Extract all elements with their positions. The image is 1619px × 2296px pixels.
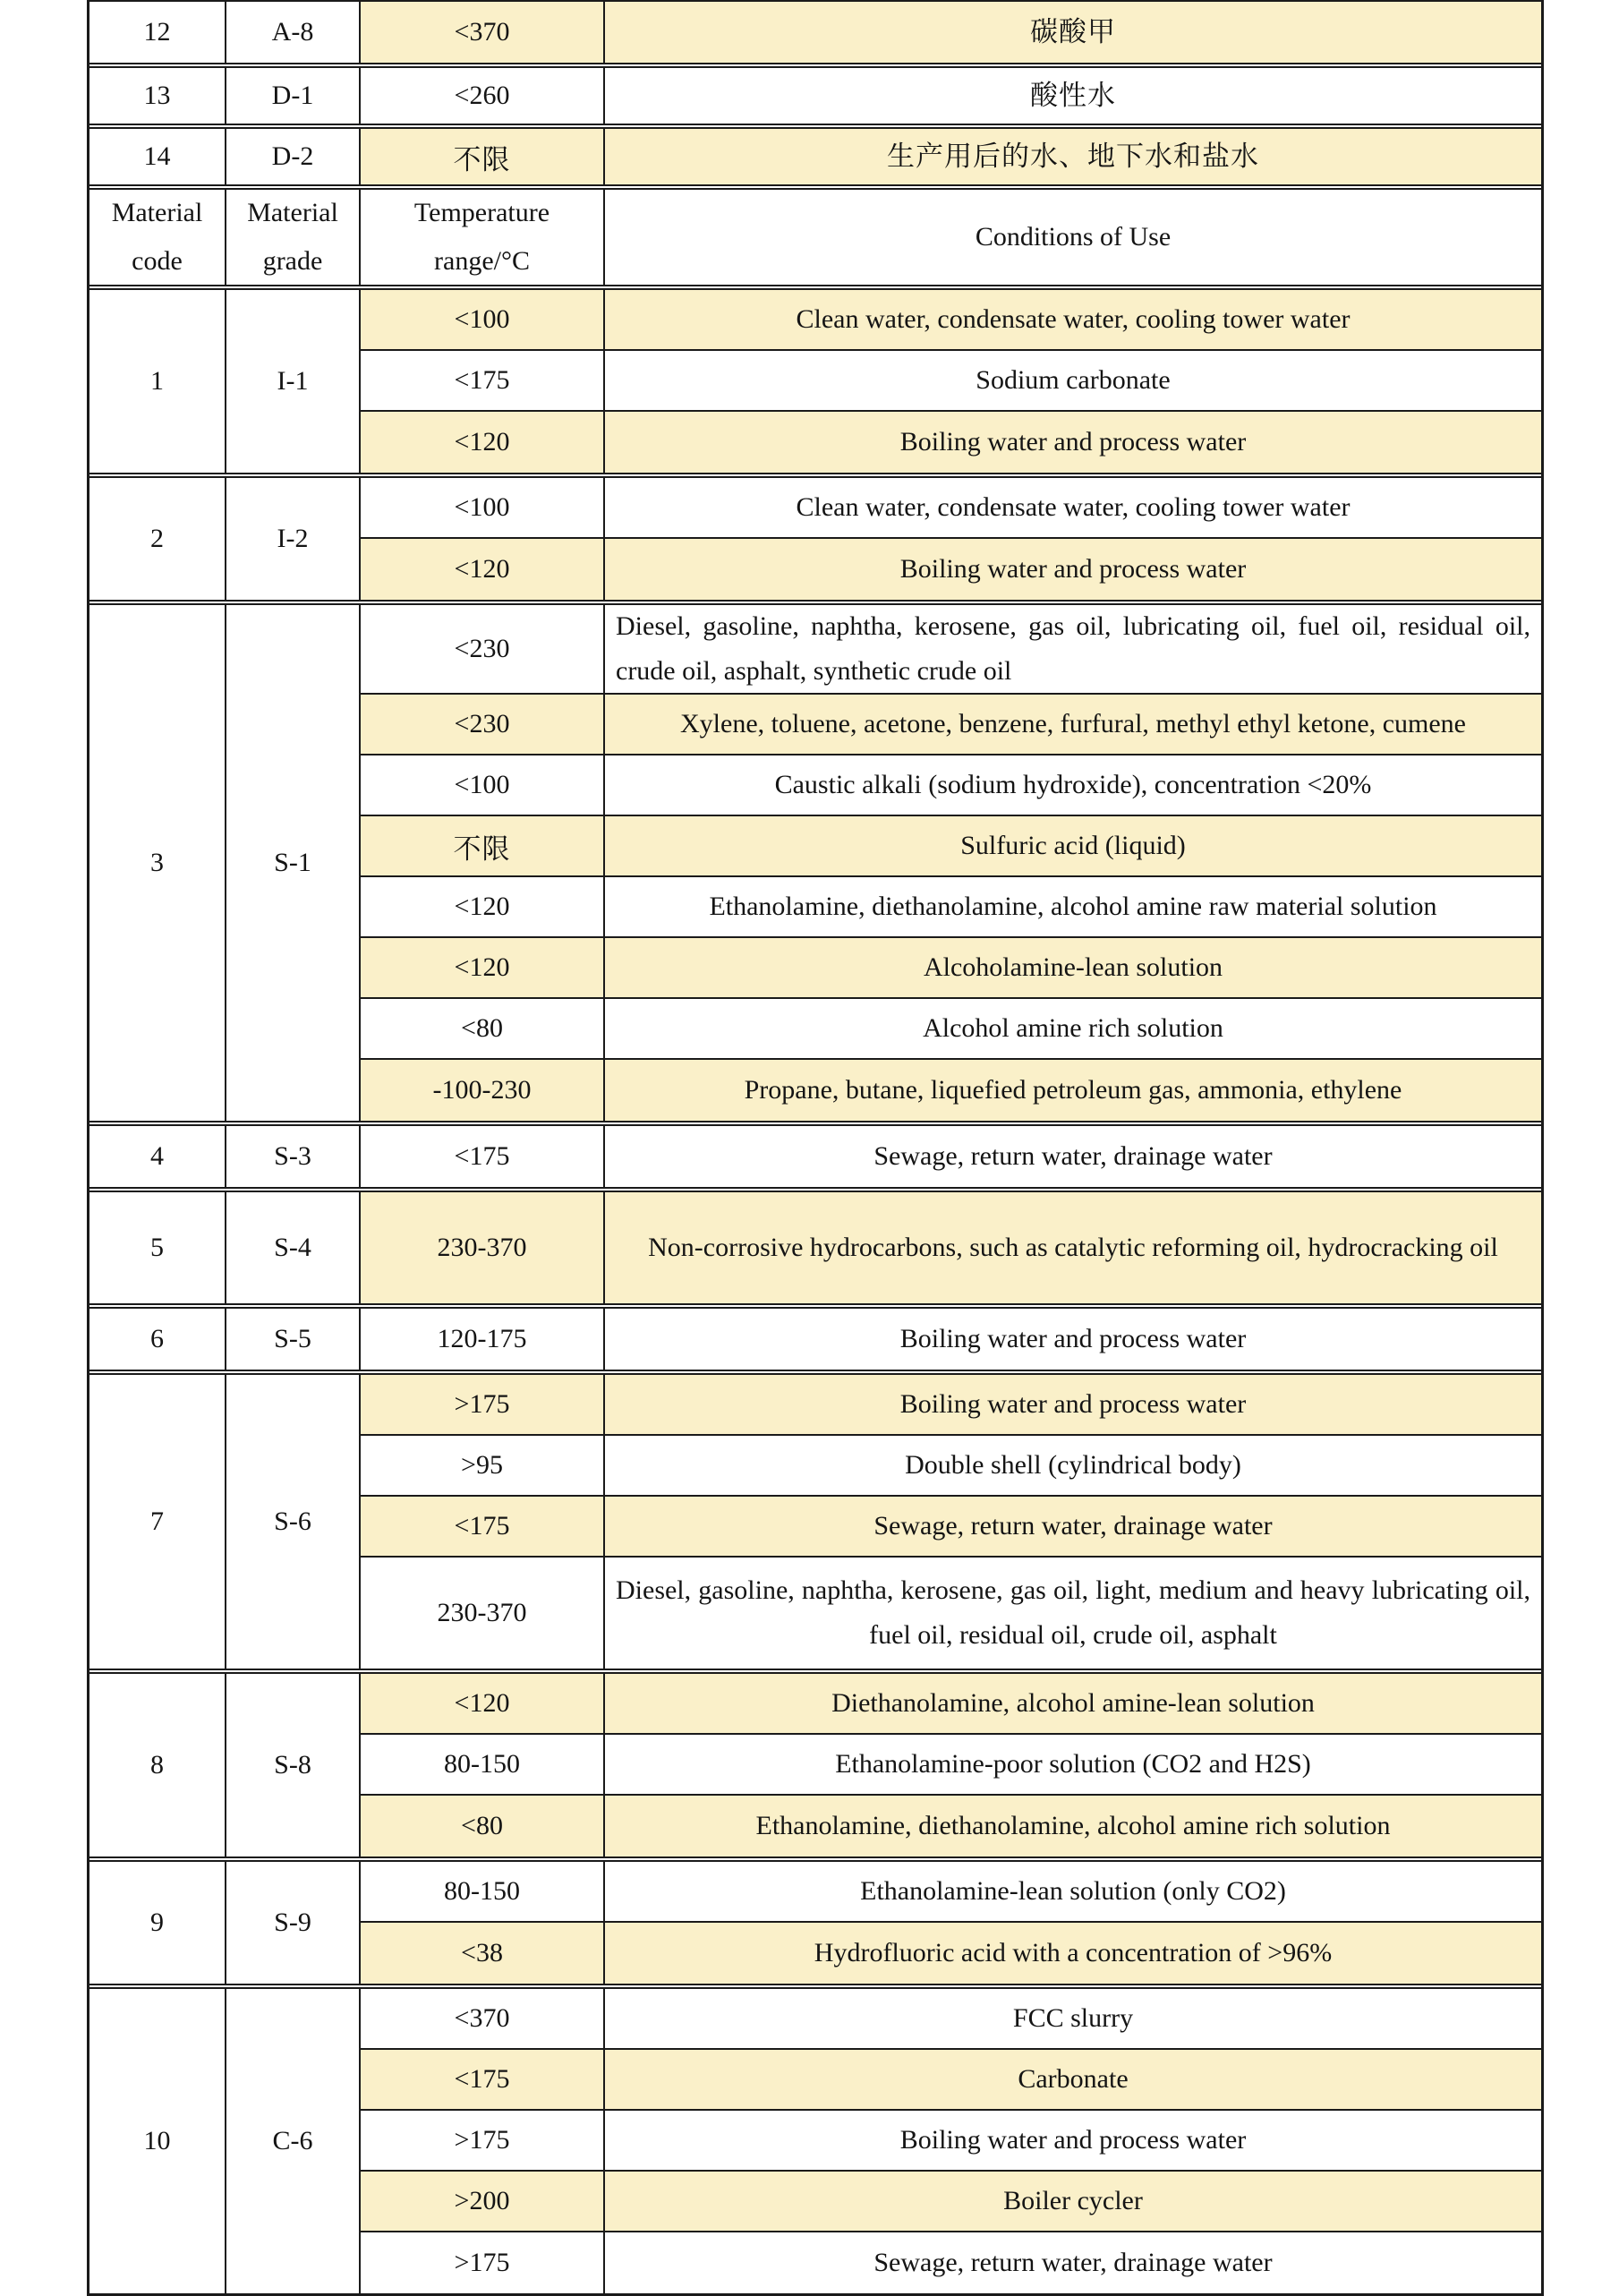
material-grade-cell-text: S-5 — [274, 1324, 311, 1353]
temp-range-cell — [361, 351, 605, 410]
condition-cell — [605, 290, 1541, 349]
material-code-cell — [89, 1192, 226, 1303]
table-header-row — [89, 184, 1541, 285]
material-grade-cell — [226, 1375, 361, 1669]
table-row — [361, 478, 1541, 539]
condition-cell-text: Sewage, return water, drainage water — [873, 1141, 1273, 1171]
condition-cell-text: Boiling water and process water — [899, 554, 1247, 584]
temp-range-cell — [361, 999, 605, 1058]
condition-cell-text: Diesel, gasoline, naphtha, kerosene, gas oil, lubricating oil, fuel oil, residual oil, crude oil, asphalt, synthetic crude oil — [616, 611, 1530, 686]
temp-range-cell — [361, 1192, 605, 1303]
temp-range-cell — [361, 1923, 605, 1984]
condition-cell — [605, 1436, 1541, 1495]
material-grade-cell-text: D-1 — [271, 81, 314, 110]
material-grade-cell-text: S-4 — [274, 1233, 311, 1262]
material-group — [89, 473, 1541, 600]
condition-cell — [605, 2, 1541, 63]
table-row — [361, 1923, 1541, 1984]
temp-range-cell-text: <175 — [454, 1511, 510, 1541]
material-group — [89, 1669, 1541, 1856]
condition-cell — [605, 938, 1541, 997]
material-code-cell-text: 3 — [150, 848, 164, 877]
temp-range-cell-text: 80-150 — [444, 1876, 520, 1906]
material-code-cell — [89, 605, 226, 1121]
material-code-cell-text: 10 — [143, 2126, 171, 2155]
condition-cell-text: Sulfuric acid (liquid) — [960, 831, 1186, 860]
header-cell-material-code — [89, 190, 226, 285]
temp-range-cell-text: <175 — [454, 2064, 510, 2094]
condition-cell-text: Non-corrosive hydrocarbons, such as catalytic reforming oil, hydrocracking oil — [648, 1233, 1498, 1262]
table-row — [361, 290, 1541, 351]
condition-cell-text: 生产用后的水、地下水和盐水 — [887, 141, 1259, 172]
material-group — [89, 1856, 1541, 1984]
table-row — [89, 124, 1541, 184]
table-row — [361, 539, 1541, 600]
table-row — [361, 1862, 1541, 1923]
temp-range-cell — [361, 1436, 605, 1495]
table-row — [361, 1126, 1541, 1187]
table-row — [89, 63, 1541, 124]
group-rows — [361, 1309, 1541, 1370]
material-code-cell-text: 14 — [143, 141, 171, 171]
material-grade-cell — [226, 290, 361, 473]
material-grade-cell — [226, 1862, 361, 1984]
material-code-cell — [89, 478, 226, 600]
condition-cell — [605, 816, 1541, 875]
material-code-cell-text: 6 — [150, 1324, 164, 1353]
temp-range-cell — [361, 1674, 605, 1733]
condition-cell — [605, 695, 1541, 754]
material-grade-cell — [226, 605, 361, 1121]
material-grade-cell — [226, 1309, 361, 1370]
condition-cell-text: Boiling water and process water — [899, 427, 1247, 457]
condition-cell — [605, 605, 1541, 693]
temp-range-cell-text: <120 — [454, 1688, 510, 1718]
condition-cell — [605, 2050, 1541, 2109]
temp-range-cell-text: >175 — [454, 2125, 510, 2155]
group-rows — [361, 290, 1541, 473]
material-grade-cell-text: S-9 — [274, 1908, 311, 1937]
table-row — [361, 938, 1541, 999]
temp-range-cell-text: <370 — [454, 2003, 510, 2033]
temp-range-cell — [361, 1497, 605, 1556]
condition-cell-text: Sewage, return water, drainage water — [873, 1511, 1273, 1541]
group-rows — [361, 605, 1541, 1121]
material-group — [89, 1984, 1541, 2293]
condition-cell — [605, 68, 1541, 124]
condition-cell-text: 酸性水 — [1030, 80, 1116, 111]
condition-cell — [605, 1497, 1541, 1556]
condition-cell — [605, 1989, 1541, 2048]
condition-cell-text: Ethanolamine, diethanolamine, alcohol amine rich solution — [755, 1811, 1391, 1840]
temp-range-cell — [361, 938, 605, 997]
condition-cell — [605, 1126, 1541, 1187]
table-row — [361, 1674, 1541, 1735]
temp-range-cell-text: <260 — [454, 81, 510, 110]
table-row — [361, 412, 1541, 473]
material-code-cell-text: 12 — [143, 17, 171, 47]
temp-range-cell — [361, 478, 605, 537]
table-row — [361, 877, 1541, 938]
group-rows — [361, 1862, 1541, 1984]
temp-range-cell — [361, 2232, 605, 2293]
material-grade-cell-text: S-6 — [274, 1506, 311, 1536]
temp-range-cell-text: <370 — [454, 17, 510, 47]
table-row — [361, 2172, 1541, 2232]
temp-range-cell — [361, 877, 605, 936]
material-conditions-table — [87, 0, 1544, 2296]
table-row — [361, 1796, 1541, 1856]
condition-cell-text: Sodium carbonate — [976, 365, 1171, 395]
material-code-cell-text: 9 — [150, 1908, 164, 1937]
temp-range-cell — [361, 68, 605, 124]
header-cell-temperature-range — [361, 190, 605, 285]
table-row — [361, 1060, 1541, 1121]
table-row — [361, 816, 1541, 877]
table-row — [361, 1735, 1541, 1796]
condition-cell — [605, 129, 1541, 184]
condition-cell — [605, 755, 1541, 815]
table-row — [361, 2050, 1541, 2111]
condition-cell-text: Carbonate — [1018, 2064, 1129, 2094]
condition-cell — [605, 1375, 1541, 1434]
table-row — [361, 1558, 1541, 1669]
temp-range-cell — [361, 412, 605, 473]
temp-range-cell — [361, 1796, 605, 1856]
temp-range-cell-text: <230 — [454, 709, 510, 738]
material-group — [89, 285, 1541, 473]
condition-cell-text: Double shell (cylindrical body) — [905, 1450, 1241, 1480]
condition-cell — [605, 1674, 1541, 1733]
table-row — [361, 1497, 1541, 1558]
material-grade-cell-text: S-8 — [274, 1750, 311, 1780]
temp-range-cell-text: <175 — [454, 1141, 510, 1171]
table-row — [361, 1375, 1541, 1436]
material-code-cell — [89, 2, 226, 63]
temp-range-cell — [361, 1375, 605, 1434]
temp-range-cell-text: <175 — [454, 365, 510, 395]
material-group — [89, 1121, 1541, 1187]
material-code-cell — [89, 1989, 226, 2293]
condition-cell — [605, 1309, 1541, 1370]
condition-cell — [605, 2111, 1541, 2170]
table-row — [361, 2232, 1541, 2293]
temp-range-cell-text: <120 — [454, 952, 510, 982]
condition-cell — [605, 1558, 1541, 1669]
material-code-cell-text: 1 — [150, 366, 164, 396]
condition-cell-text: Boiling water and process water — [899, 2125, 1247, 2155]
material-code-cell — [89, 1674, 226, 1856]
material-grade-cell — [226, 68, 361, 124]
temp-range-cell-text: >200 — [454, 2186, 510, 2215]
material-code-cell — [89, 1309, 226, 1370]
condition-cell — [605, 539, 1541, 600]
condition-cell-text: Ethanolamine, diethanolamine, alcohol amine raw material solution — [709, 892, 1437, 921]
temp-range-cell-text: <100 — [454, 304, 510, 334]
temp-range-cell-text: 80-150 — [444, 1749, 520, 1779]
condition-cell-text: Xylene, toluene, acetone, benzene, furfural, methyl ethyl ketone, cumene — [680, 709, 1466, 738]
group-rows — [361, 1674, 1541, 1856]
material-group — [89, 1370, 1541, 1669]
material-code-cell — [89, 290, 226, 473]
condition-cell-text: Boiling water and process water — [899, 1389, 1247, 1419]
temp-range-cell-text: <120 — [454, 892, 510, 921]
material-grade-cell-text: S-3 — [274, 1141, 311, 1171]
temp-range-cell — [361, 1060, 605, 1121]
material-grade-cell — [226, 2, 361, 63]
temp-range-cell — [361, 290, 605, 349]
table-row — [361, 1989, 1541, 2050]
header-material-grade-label: Material grade — [247, 198, 338, 276]
temp-range-cell-text: <100 — [454, 492, 510, 522]
material-code-cell — [89, 1375, 226, 1669]
condition-cell-text: Clean water, condensate water, cooling tower water — [796, 304, 1351, 334]
group-rows — [361, 478, 1541, 600]
condition-cell-text: Boiling water and process water — [899, 1324, 1247, 1353]
material-code-cell-text: 7 — [150, 1506, 164, 1536]
temp-range-cell — [361, 755, 605, 815]
condition-cell — [605, 478, 1541, 537]
temp-range-cell — [361, 1126, 605, 1187]
condition-cell — [605, 1923, 1541, 1984]
material-grade-cell-text: I-1 — [277, 366, 309, 396]
condition-cell-text: Propane, butane, liquefied petroleum gas, ammonia, ethylene — [744, 1075, 1402, 1105]
condition-cell — [605, 351, 1541, 410]
material-grade-cell — [226, 1674, 361, 1856]
material-code-cell-text: 13 — [143, 81, 171, 110]
temp-range-cell — [361, 2, 605, 63]
temp-range-cell-text: <38 — [461, 1938, 503, 1967]
material-grade-cell — [226, 129, 361, 184]
condition-cell — [605, 1862, 1541, 1921]
condition-cell — [605, 999, 1541, 1058]
temp-range-cell — [361, 1862, 605, 1921]
temp-range-cell-text: <230 — [454, 634, 510, 663]
condition-cell — [605, 877, 1541, 936]
temp-range-cell — [361, 2050, 605, 2109]
table-row — [361, 695, 1541, 755]
table-row — [361, 1436, 1541, 1497]
condition-cell — [605, 1060, 1541, 1121]
material-grade-cell-text: A-8 — [271, 17, 314, 47]
temp-range-cell-text: 230-370 — [437, 1233, 527, 1262]
condition-cell — [605, 1796, 1541, 1856]
material-code-cell-text: 4 — [150, 1141, 164, 1171]
temp-range-cell — [361, 129, 605, 184]
material-group — [89, 1187, 1541, 1303]
material-grade-cell-text: I-2 — [277, 524, 309, 553]
condition-cell-text: FCC slurry — [1012, 2003, 1134, 2033]
temp-range-cell — [361, 605, 605, 693]
condition-cell-text: Ethanolamine-lean solution (only CO2) — [860, 1876, 1286, 1906]
material-grade-cell-text: D-2 — [271, 141, 314, 171]
condition-cell-text: 碳酸甲 — [1030, 16, 1116, 47]
temp-range-cell — [361, 2111, 605, 2170]
header-cell-conditions-of-use — [605, 190, 1541, 285]
temp-range-cell — [361, 2172, 605, 2231]
condition-cell-text: Diesel, gasoline, naphtha, kerosene, gas oil, light, medium and heavy lubricating oil, fuel oil, residual oil, crude oil, asphalt — [616, 1575, 1530, 1650]
group-rows — [361, 1375, 1541, 1669]
condition-cell-text: Caustic alkali (sodium hydroxide), concentration <20% — [774, 770, 1372, 799]
condition-cell — [605, 1735, 1541, 1794]
header-material-code-label: Material code — [111, 198, 203, 276]
material-grade-cell — [226, 1126, 361, 1187]
table-row — [361, 351, 1541, 412]
temp-range-cell — [361, 816, 605, 875]
material-code-cell — [89, 1126, 226, 1187]
temp-range-cell-text: <120 — [454, 554, 510, 584]
condition-cell-text: Boiler cycler — [1003, 2186, 1143, 2215]
table-row — [361, 755, 1541, 816]
condition-cell — [605, 2232, 1541, 2293]
temp-range-cell — [361, 1735, 605, 1794]
material-group — [89, 1303, 1541, 1370]
temp-range-cell-text: >175 — [454, 1389, 510, 1419]
group-rows — [361, 1989, 1541, 2293]
material-code-cell — [89, 129, 226, 184]
temp-range-cell — [361, 1989, 605, 2048]
table-row — [89, 2, 1541, 63]
material-grade-cell-text: C-6 — [272, 2126, 313, 2155]
temp-range-cell-text: 不限 — [453, 832, 511, 865]
material-code-cell-text: 5 — [150, 1233, 164, 1262]
temp-range-cell-text: 230-370 — [437, 1598, 527, 1627]
temp-range-cell-text: -100-230 — [432, 1075, 532, 1105]
material-code-cell — [89, 1862, 226, 1984]
temp-range-cell-text: 120-175 — [437, 1324, 527, 1353]
condition-cell-text: Clean water, condensate water, cooling tower water — [796, 492, 1351, 522]
temp-range-cell-text: <120 — [454, 427, 510, 457]
material-grade-cell — [226, 1192, 361, 1303]
condition-cell-text: Alcoholamine-lean solution — [923, 952, 1223, 982]
header-cell-material-grade — [226, 190, 361, 285]
material-grade-cell — [226, 478, 361, 600]
table-row — [361, 999, 1541, 1060]
condition-cell-text: Ethanolamine-poor solution (CO2 and H2S) — [835, 1749, 1311, 1779]
material-group — [89, 600, 1541, 1121]
condition-cell-text: Hydrofluoric acid with a concentration of >96% — [814, 1938, 1333, 1967]
temp-range-cell-text: <80 — [461, 1811, 503, 1840]
material-grade-cell-text: S-1 — [274, 848, 311, 877]
material-code-cell-text: 8 — [150, 1750, 164, 1780]
condition-cell-text: Alcohol amine rich solution — [923, 1013, 1223, 1043]
table-row — [361, 605, 1541, 695]
material-grade-cell — [226, 1989, 361, 2293]
condition-cell-text: Diethanolamine, alcohol amine-lean solution — [831, 1688, 1315, 1718]
temp-range-cell-text: <100 — [454, 770, 510, 799]
temp-range-cell — [361, 1558, 605, 1669]
condition-cell — [605, 412, 1541, 473]
table-row — [361, 1192, 1541, 1303]
temp-range-cell-text: >175 — [454, 2248, 510, 2277]
group-rows — [361, 1192, 1541, 1303]
temp-range-cell-text: <80 — [461, 1013, 503, 1043]
condition-cell — [605, 2172, 1541, 2231]
material-code-cell-text: 2 — [150, 524, 164, 553]
condition-cell-text: Sewage, return water, drainage water — [873, 2248, 1273, 2277]
group-rows — [361, 1126, 1541, 1187]
temp-range-cell — [361, 1309, 605, 1370]
temp-range-cell-text: 不限 — [453, 143, 511, 175]
table-row — [361, 1309, 1541, 1370]
material-code-cell — [89, 68, 226, 124]
header-temperature-range-label: Temperature range/°C — [413, 198, 550, 276]
temp-range-cell-text: >95 — [461, 1450, 503, 1480]
table-row — [361, 2111, 1541, 2172]
header-conditions-label: Conditions of Use — [975, 222, 1172, 252]
temp-range-cell — [361, 695, 605, 754]
temp-range-cell — [361, 539, 605, 600]
condition-cell — [605, 1192, 1541, 1303]
